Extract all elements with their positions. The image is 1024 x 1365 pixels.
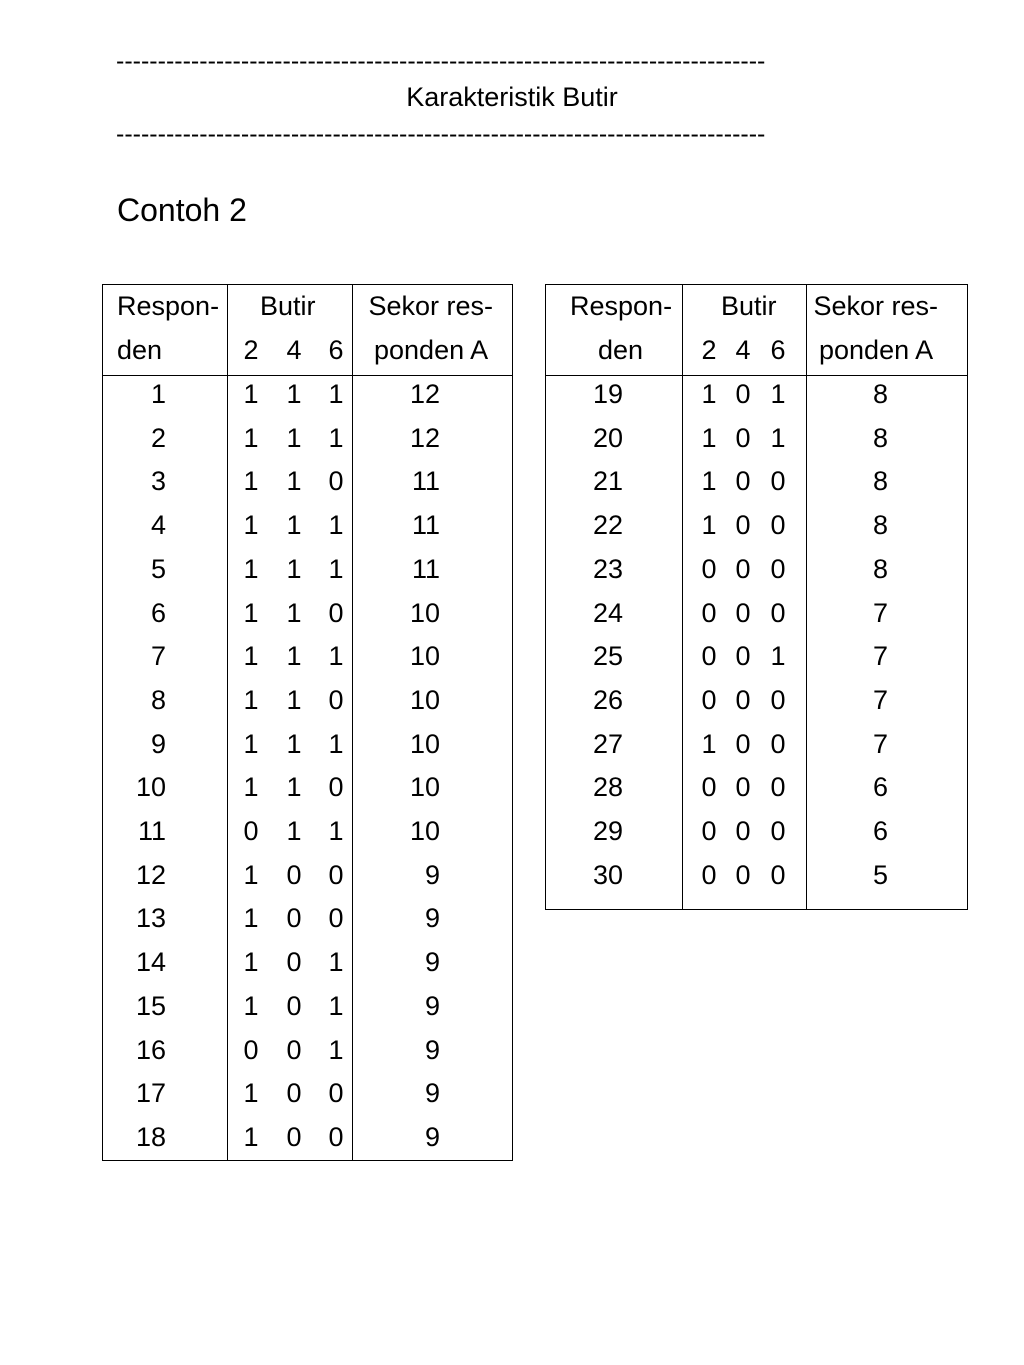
cell-butir-6: 0 <box>770 597 786 628</box>
cell-sekor: 9 <box>425 1034 441 1065</box>
cell-butir-2: 1 <box>701 422 717 453</box>
cell-responden: 12 <box>136 859 167 890</box>
cell-butir-6: 0 <box>328 1121 344 1152</box>
header-divider <box>546 375 967 376</box>
cell-sekor: 8 <box>873 422 889 453</box>
header-butir-col: 2 <box>243 335 259 365</box>
cell-butir-4: 0 <box>286 1121 302 1152</box>
cell-sekor: 10 <box>410 816 441 846</box>
score-table-left <box>102 284 513 1161</box>
cell-sekor: 9 <box>425 1121 441 1152</box>
cell-butir-6: 1 <box>328 816 344 846</box>
cell-butir-6: 0 <box>328 466 344 497</box>
cell-butir-6: 1 <box>328 379 344 409</box>
cell-responden: 29 <box>593 816 624 846</box>
cell-butir-2: 1 <box>243 684 259 715</box>
cell-butir-4: 1 <box>286 597 302 628</box>
cell-butir-4: 1 <box>286 466 302 497</box>
header-sekor: ponden A <box>374 335 489 365</box>
header-responden: Respon- <box>117 291 220 321</box>
cell-responden: 13 <box>136 903 167 934</box>
cell-butir-6: 0 <box>328 684 344 715</box>
cell-butir-2: 0 <box>701 553 717 584</box>
cell-sekor: 11 <box>412 466 441 497</box>
cell-sekor: 7 <box>873 684 889 715</box>
cell-sekor: 7 <box>873 728 889 759</box>
cell-butir-6: 0 <box>328 859 344 890</box>
cell-sekor: 9 <box>425 1078 441 1109</box>
header-rule-bottom: ------------------------------------------------------------------------------ <box>116 120 766 148</box>
cell-sekor: 10 <box>410 684 441 715</box>
cell-butir-6: 0 <box>770 859 786 890</box>
cell-sekor: 5 <box>873 859 889 890</box>
cell-butir-4: 0 <box>735 597 751 628</box>
cell-butir-2: 1 <box>243 947 259 978</box>
cell-sekor: 9 <box>425 947 441 978</box>
cell-butir-4: 0 <box>286 859 302 890</box>
header-butir-col: 6 <box>328 335 344 365</box>
cell-butir-6: 1 <box>328 990 344 1021</box>
header-divider <box>103 375 512 376</box>
column-divider <box>227 285 228 1160</box>
header-responden: Respon- <box>570 291 673 321</box>
cell-butir-6: 1 <box>328 1034 344 1065</box>
cell-butir-6: 1 <box>328 947 344 978</box>
cell-responden: 23 <box>593 553 624 584</box>
cell-sekor: 7 <box>873 597 889 628</box>
cell-butir-4: 1 <box>286 553 302 584</box>
cell-butir-4: 0 <box>735 816 751 846</box>
cell-responden: 22 <box>593 510 624 541</box>
column-divider <box>806 285 807 909</box>
header-butir-col: 2 <box>701 335 717 365</box>
cell-butir-4: 1 <box>286 684 302 715</box>
cell-butir-2: 1 <box>243 466 259 497</box>
cell-butir-2: 0 <box>701 597 717 628</box>
column-divider <box>682 285 683 909</box>
cell-butir-6: 0 <box>770 510 786 541</box>
cell-butir-2: 1 <box>243 510 259 541</box>
cell-butir-6: 1 <box>328 510 344 541</box>
page-title: Karakteristik Butir <box>406 82 618 112</box>
cell-butir-6: 1 <box>328 728 344 759</box>
cell-sekor: 8 <box>873 553 889 584</box>
header-butir-col: 4 <box>735 335 751 365</box>
cell-butir-4: 0 <box>735 641 751 672</box>
header-responden: den <box>598 335 644 365</box>
cell-responden: 19 <box>593 379 624 409</box>
header-responden: den <box>117 335 163 365</box>
cell-butir-6: 1 <box>328 641 344 672</box>
cell-butir-2: 1 <box>701 728 717 759</box>
cell-butir-6: 1 <box>770 422 786 453</box>
cell-butir-4: 1 <box>286 422 302 453</box>
cell-butir-4: 1 <box>286 728 302 759</box>
cell-butir-6: 0 <box>328 772 344 803</box>
cell-butir-2: 1 <box>243 641 259 672</box>
cell-responden: 20 <box>593 422 624 453</box>
cell-responden: 21 <box>593 466 624 497</box>
cell-sekor: 10 <box>410 728 441 759</box>
cell-sekor: 12 <box>410 422 441 453</box>
cell-responden: 7 <box>151 641 167 672</box>
cell-butir-2: 1 <box>243 859 259 890</box>
cell-responden: 27 <box>593 728 624 759</box>
header-butir-col: 6 <box>770 335 786 365</box>
cell-butir-4: 1 <box>286 379 302 409</box>
cell-butir-2: 1 <box>243 990 259 1021</box>
cell-butir-4: 0 <box>286 903 302 934</box>
cell-butir-2: 0 <box>701 772 717 803</box>
cell-butir-2: 1 <box>243 728 259 759</box>
cell-butir-4: 0 <box>286 1078 302 1109</box>
header-sekor: Sekor res- <box>368 291 494 321</box>
cell-butir-2: 0 <box>243 1034 259 1065</box>
cell-responden: 25 <box>593 641 624 672</box>
cell-butir-2: 1 <box>243 1078 259 1109</box>
cell-responden: 30 <box>593 859 624 890</box>
cell-sekor: 6 <box>873 816 889 846</box>
cell-butir-2: 1 <box>243 422 259 453</box>
cell-butir-2: 0 <box>243 816 259 846</box>
cell-responden: 14 <box>136 947 167 978</box>
cell-responden: 18 <box>136 1121 167 1152</box>
cell-butir-4: 0 <box>735 772 751 803</box>
header-butir-col: 4 <box>286 335 302 365</box>
cell-butir-6: 0 <box>328 597 344 628</box>
cell-responden: 1 <box>151 379 167 409</box>
cell-butir-2: 1 <box>243 379 259 409</box>
cell-sekor: 9 <box>425 990 441 1021</box>
header-rule-top: ------------------------------------------------------------------------------ <box>116 47 766 75</box>
cell-butir-4: 0 <box>735 728 751 759</box>
cell-responden: 16 <box>136 1034 167 1065</box>
cell-butir-2: 1 <box>243 1121 259 1152</box>
cell-sekor: 6 <box>873 772 889 803</box>
cell-butir-6: 0 <box>770 553 786 584</box>
cell-butir-4: 0 <box>286 990 302 1021</box>
cell-butir-2: 1 <box>701 466 717 497</box>
cell-butir-4: 0 <box>735 510 751 541</box>
cell-butir-2: 1 <box>701 379 717 409</box>
score-table-right <box>545 284 968 910</box>
cell-sekor: 11 <box>412 553 441 584</box>
cell-butir-2: 0 <box>701 859 717 890</box>
cell-responden: 11 <box>138 816 167 846</box>
cell-butir-4: 1 <box>286 641 302 672</box>
cell-butir-4: 0 <box>286 1034 302 1065</box>
cell-sekor: 9 <box>425 859 441 890</box>
column-divider <box>352 285 353 1160</box>
cell-responden: 4 <box>151 510 167 541</box>
cell-responden: 17 <box>136 1078 167 1109</box>
cell-butir-4: 0 <box>735 422 751 453</box>
header-butir: Butir <box>260 291 316 321</box>
cell-responden: 8 <box>151 684 167 715</box>
cell-sekor: 8 <box>873 466 889 497</box>
cell-responden: 26 <box>593 684 624 715</box>
cell-sekor: 8 <box>873 379 889 409</box>
cell-butir-2: 1 <box>243 772 259 803</box>
cell-sekor: 7 <box>873 641 889 672</box>
cell-responden: 15 <box>136 990 167 1021</box>
cell-butir-4: 0 <box>735 553 751 584</box>
cell-sekor: 10 <box>410 597 441 628</box>
cell-butir-2: 0 <box>701 816 717 846</box>
cell-butir-4: 0 <box>286 947 302 978</box>
cell-butir-6: 0 <box>328 903 344 934</box>
example-heading: Contoh 2 <box>117 192 247 228</box>
cell-butir-2: 1 <box>243 553 259 584</box>
cell-butir-6: 0 <box>770 466 786 497</box>
cell-responden: 24 <box>593 597 624 628</box>
cell-butir-6: 1 <box>328 553 344 584</box>
cell-butir-4: 1 <box>286 510 302 541</box>
cell-butir-2: 1 <box>243 903 259 934</box>
cell-butir-4: 0 <box>735 859 751 890</box>
cell-butir-6: 1 <box>328 422 344 453</box>
cell-sekor: 10 <box>410 772 441 803</box>
cell-butir-2: 1 <box>701 510 717 541</box>
cell-sekor: 12 <box>410 379 441 409</box>
cell-butir-6: 0 <box>770 684 786 715</box>
cell-butir-4: 0 <box>735 684 751 715</box>
cell-butir-2: 0 <box>701 684 717 715</box>
cell-sekor: 9 <box>425 903 441 934</box>
cell-responden: 2 <box>151 422 167 453</box>
cell-butir-6: 1 <box>770 379 786 409</box>
cell-responden: 28 <box>593 772 624 803</box>
cell-sekor: 10 <box>410 641 441 672</box>
cell-butir-4: 1 <box>286 816 302 846</box>
cell-responden: 10 <box>136 772 167 803</box>
cell-butir-6: 0 <box>328 1078 344 1109</box>
cell-butir-2: 0 <box>701 641 717 672</box>
cell-responden: 6 <box>151 597 167 628</box>
cell-responden: 3 <box>151 466 167 497</box>
header-butir: Butir <box>721 291 777 321</box>
cell-butir-6: 0 <box>770 772 786 803</box>
cell-butir-6: 1 <box>770 641 786 672</box>
cell-sekor: 8 <box>873 510 889 541</box>
cell-responden: 9 <box>151 728 167 759</box>
header-sekor: ponden A <box>819 335 934 365</box>
cell-butir-6: 0 <box>770 728 786 759</box>
cell-responden: 5 <box>151 553 167 584</box>
cell-sekor: 11 <box>412 510 441 541</box>
cell-butir-6: 0 <box>770 816 786 846</box>
cell-butir-4: 1 <box>286 772 302 803</box>
cell-butir-4: 0 <box>735 466 751 497</box>
cell-butir-4: 0 <box>735 379 751 409</box>
cell-butir-2: 1 <box>243 597 259 628</box>
header-sekor: Sekor res- <box>813 291 939 321</box>
